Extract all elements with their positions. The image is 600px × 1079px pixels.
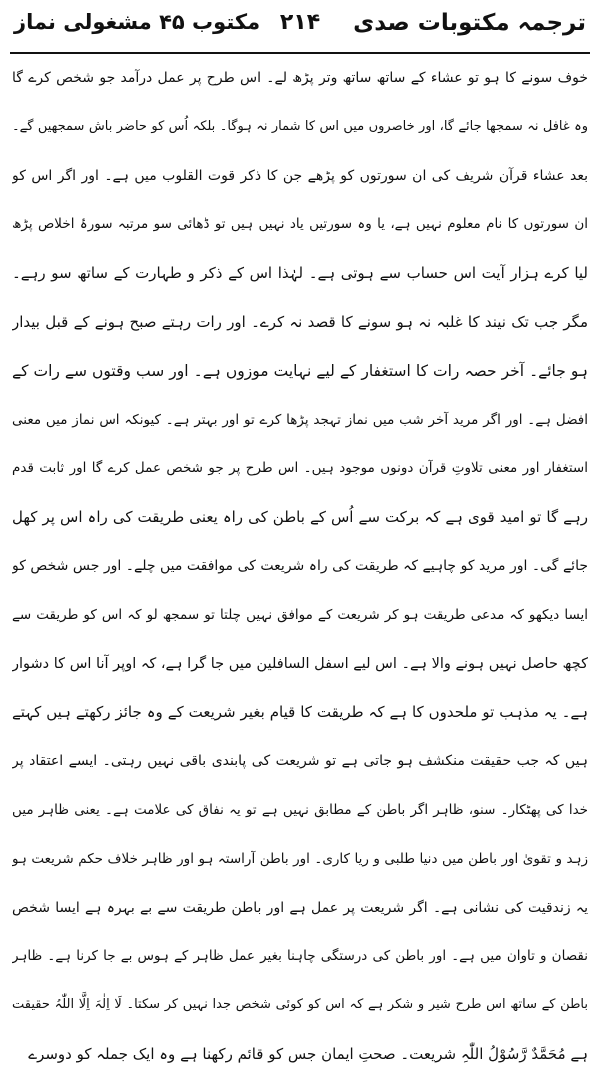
letter-heading: مکتوب ۴۵ مشغولی نماز: [14, 10, 261, 34]
page-number: ۲۱۴: [279, 10, 321, 35]
text-line: رہے گا تو امید قوی ہے کہ برکت سے اُس کے باطن کی راہ یعنی طریقت کی راہ اس پر کھل: [12, 508, 588, 527]
text-line: ہیں کہ جب حقیقت منکشف ہو جاتی ہے تو شریعت کی پابندی باقی نہیں رہتی۔ ایسے اعتقاد پر: [12, 753, 588, 770]
book-title: ترجمہ مکتوبات صدی: [353, 10, 586, 36]
text-line: ہو جائے۔ آخر حصہ رات کا استغفار کے لیے نہایت موزوں ہے۔ اور سب وقتوں سے رات کے: [12, 361, 588, 380]
text-line: استغفار اور معنی تلاوتِ قرآن دونوں موجود ہیں۔ اس طرح پر جو شخص عمل کرے گا اور ثابت قدم: [12, 460, 588, 477]
text-line: لیا کرے ہزار آیت اس حساب سے ہوتی ہے۔ لہٰذا اس کے ذکر و طہارت کے ساتھ سو رہے۔: [12, 264, 588, 283]
text-line: زہد و تقویٰ اور باطن میں دنیا طلبی و ریا کاری۔ اور باطن آراستہ ہو اور ظاہر خلاف حکم شریعت ہو: [12, 850, 588, 867]
text-line: ہے مُحَمَّدٌ رَّسُوْلُ اللّٰہِ شریعت۔ صحتِ ایمان جس کو قائم رکھنا ہے وہ ایک جملہ کو دوسرے: [28, 1044, 588, 1063]
body-text: [12, 58, 588, 1074]
text-line: مگر جب تک نیند کا غلبہ نہ ہو سونے کا قصد نہ کرے۔ اور رات رہتے صبح ہونے کے قبل بیدار: [12, 312, 588, 331]
text-line: خوف سونے کا ہو تو عشاء کے ساتھ ساتھ وتر پڑھ لے۔ اس طرح پر عمل درآمد جو شخص کرے گا: [12, 70, 588, 86]
text-line: باطن کے ساتھ اس طرح شیر و شکر ہے کہ اس کو کوئی شخص جدا نہیں کر سکتا۔ لَا اِلٰہَ اِلَّا اللّٰہُ حقیقت: [12, 997, 588, 1013]
text-line: یہ زندقیت کی نشانی ہے۔ اگر شریعت پر عمل ہے اور باطن طریقت سے بے بہرہ ہے ایسا شخص: [12, 899, 588, 916]
page-header: [14, 4, 586, 52]
text-line: نقصان و تاوان میں ہے۔ اور باطن کی درستگی چاہنا بغیر عمل ظاہر کے ہوس بے جا کرنا ہے۔ ظاہر: [12, 948, 588, 965]
text-line: جائے گی۔ اور مرید کو چاہیے کہ طریقت کی راہ شریعت کی موافقت میں چلے۔ اور جس شخص کو: [12, 557, 588, 574]
text-line: ان سورتوں کا نام معلوم نہیں ہے، یا وہ سورتیں یاد نہیں ہیں تو ڈھائی سو مرتبہ سورۂ اخلاص پڑھ: [12, 216, 588, 233]
text-line: افضل ہے۔ اور اگر مرید آخر شب میں نماز تہجد پڑھا کرے تو اور بہتر ہے۔ کیونکہ اس نماز میں معنی: [12, 411, 588, 428]
text-line: خدا کی پھٹکار۔ سنو، ظاہر اگر باطن کے مطابق نہیں ہے تو یہ نفاق کی علامت ہے۔ یعنی ظاہر میں: [12, 801, 588, 818]
header-rule: [10, 52, 590, 54]
text-line: ہے۔ یہ مذہب تو ملحدوں کا ہے کہ طریقت کا قیام بغیر شریعت کے وہ جائز رکھتے ہیں کہتے: [12, 703, 588, 722]
text-line: وہ غافل نہ سمجھا جائے گا، اور خاصروں میں اس کا شمار نہ ہوگا۔ بلکہ اُس کو حاضر باش سمجھیں گے۔: [12, 118, 588, 134]
text-line: بعد عشاء قرآن شریف کی ان سورتوں کو پڑھے جن کا ذکر قوت القلوب میں ہے۔ اور اگر اس کو: [12, 167, 588, 184]
text-line: ایسا دیکھو کہ مدعی طریقت ہو کر شریعت کے موافق نہیں چلتا تو سمجھ لو کہ اس کو طریقت سے: [12, 606, 588, 623]
text-line: کچھ حاصل نہیں ہونے والا ہے۔ اس لیے اسفل السافلین میں جا گرا ہے، کہ اوپر آنا اس کا دشوار: [12, 655, 588, 672]
